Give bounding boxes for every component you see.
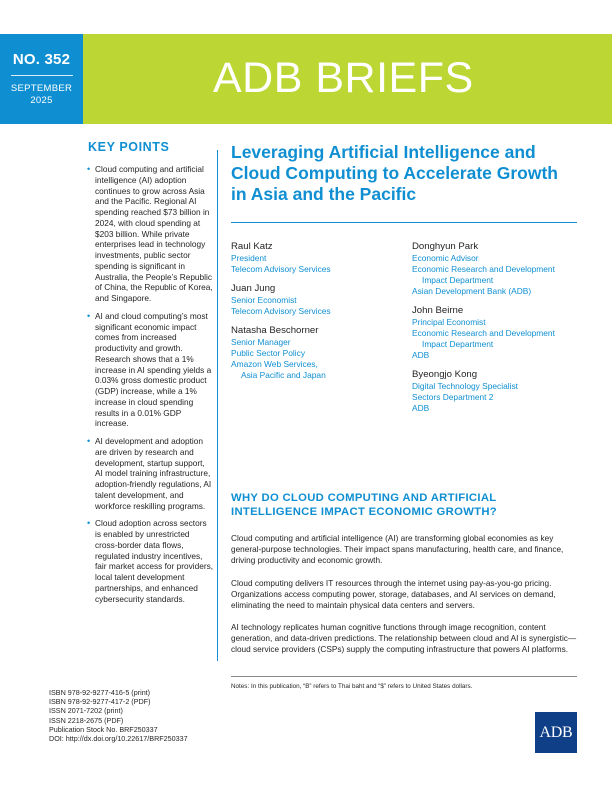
adb-logo: ADB bbox=[535, 712, 577, 753]
key-point-text: Cloud computing and artificial intelligence (AI) adoption continues to grow across Asia and the Pacific. Regional AI spending reached $73 billion in 2024, with cloud spending at $203 billion. While private enterprises lead in technology investments, public sector spending is significant in Australia, the People’s Republic of China, the Republic of Korea, and Singapore. bbox=[95, 164, 213, 303]
stock-number: Publication Stock No. BRF250337 bbox=[49, 724, 158, 734]
page-title: Leveraging Artificial Intelligence and Cloud Computing to Accelerate Growth in Asia and the Pacific bbox=[231, 142, 558, 204]
issue-month: SEPTEMBER bbox=[10, 83, 73, 94]
doi-link[interactable]: DOI: http://dx.doi.org/10.22617/BRF250337 bbox=[49, 734, 188, 744]
author-affiliation: Impact Department bbox=[422, 339, 494, 349]
author-affiliation: Amazon Web Services, bbox=[231, 359, 318, 369]
author-affiliation: Telecom Advisory Services bbox=[231, 264, 331, 274]
author-affiliation: Sectors Department 2 bbox=[412, 392, 494, 402]
publication-info bbox=[49, 688, 219, 743]
author-affiliation: Public Sector Policy bbox=[231, 348, 306, 358]
notes-text: Notes: In this publication, “B” refers to Thai baht and “$” refers to United States dollars. bbox=[231, 683, 473, 690]
key-points-panel bbox=[84, 140, 214, 611]
key-points-heading: KEY POINTS bbox=[88, 140, 170, 154]
author-affiliation: Economic Research and Development bbox=[412, 264, 555, 274]
author-block bbox=[231, 325, 406, 381]
issn-print: ISSN 2071-7202 (print) bbox=[49, 706, 123, 716]
author-name: Byeongjo Kong bbox=[412, 369, 478, 380]
author-title: Principal Economist bbox=[412, 317, 486, 327]
author-title: Senior Manager bbox=[231, 337, 291, 347]
authors-right-column bbox=[412, 241, 592, 422]
author-block bbox=[412, 305, 592, 361]
author-block bbox=[231, 283, 406, 317]
key-point-item bbox=[84, 436, 214, 511]
key-point-item bbox=[84, 311, 214, 429]
bullet-icon: • bbox=[87, 436, 91, 446]
author-affiliation: Asian Development Bank (ADB) bbox=[412, 286, 532, 296]
author-block bbox=[412, 241, 592, 297]
key-point-item bbox=[84, 164, 214, 304]
key-points-list bbox=[84, 164, 214, 604]
key-point-text: AI development and adoption are driven by research and development, startup support, AI model training infrastructure, adoption-friendly regulations, AI talent development, and workforce reskilling programs. bbox=[95, 436, 212, 511]
author-affiliation: Economic Research and Development bbox=[412, 328, 555, 338]
key-point-text: AI and cloud computing’s most significant economic impact comes from increased productivity and growth. Research shows that a 1% increase in AI spending yields a 0.03% gross domestic product (GDP) increase, while a 1% increase in cloud spending results in a 0.01% GDP increase. bbox=[95, 310, 212, 429]
issue-number: NO. 352 bbox=[12, 51, 71, 68]
author-title: President bbox=[231, 253, 267, 263]
section-heading: WHY DO CLOUD COMPUTING AND ARTIFICIAL INTELLIGENCE IMPACT ECONOMIC GROWTH? bbox=[231, 492, 498, 518]
bullet-icon: • bbox=[87, 164, 91, 174]
author-affiliation: ADB bbox=[412, 350, 430, 360]
author-name: Raul Katz bbox=[231, 241, 273, 252]
body-paragraph: Cloud computing and artificial intelligence (AI) are transforming global economies as key general-purpose technologies. Their impact spans manufacturing, health care, and finance, driving productivity and economic growth. bbox=[231, 534, 564, 565]
bullet-icon: • bbox=[87, 518, 91, 529]
author-affiliation: Asia Pacific and Japan bbox=[241, 370, 326, 380]
author-block bbox=[231, 241, 406, 275]
key-point-text: Cloud adoption across sectors is enabled by unrestricted cross-border data flows, regulated industry incentives, fair market access for providers, local talent development partnerships, and enhanced cybersecurity standards. bbox=[95, 518, 214, 604]
author-name: Natasha Beschorner bbox=[231, 325, 319, 336]
author-name: John Beirne bbox=[412, 305, 464, 316]
issn-pdf: ISSN 2218-2675 (PDF) bbox=[49, 715, 124, 725]
author-name: Donghyun Park bbox=[412, 241, 479, 252]
author-title: Digital Technology Specialist bbox=[412, 381, 518, 391]
author-name: Juan Jung bbox=[231, 283, 276, 294]
notes-divider bbox=[231, 676, 577, 677]
header-banner bbox=[83, 34, 612, 124]
author-block bbox=[412, 369, 592, 414]
author-affiliation: ADB bbox=[412, 403, 430, 413]
key-point-item bbox=[84, 518, 214, 604]
bullet-icon: • bbox=[87, 310, 91, 321]
column-divider bbox=[217, 150, 218, 661]
issue-year: 2025 bbox=[30, 95, 53, 106]
authors-left-column bbox=[231, 241, 406, 389]
series-title: ADB BRIEFS bbox=[213, 54, 474, 102]
isbn-pdf: ISBN 978-92-9277-417-2 (PDF) bbox=[49, 697, 151, 707]
body-paragraph: AI technology replicates human cognitive functions through image recognition, content generation, and data-driven predictions. The relationship between cloud and AI is synergistic—cloud service providers (CSPs) supply the computing infrastructure that powers AI platforms. bbox=[231, 623, 577, 654]
issue-divider bbox=[11, 75, 73, 76]
isbn-print: ISBN 978-92-9277-416-5 (print) bbox=[49, 688, 151, 697]
author-title: Economic Advisor bbox=[412, 253, 479, 263]
issue-badge bbox=[0, 34, 83, 124]
title-divider bbox=[231, 222, 577, 223]
author-title: Senior Economist bbox=[231, 295, 297, 305]
author-affiliation: Impact Department bbox=[422, 275, 494, 285]
author-affiliation: Telecom Advisory Services bbox=[231, 306, 331, 316]
body-paragraph: Cloud computing delivers IT resources through the internet using pay-as-you-go pricing. Organizations access computing power, storage, databases, and AI services on demand, eliminating the need to maintain physical data centers and servers. bbox=[231, 579, 556, 610]
